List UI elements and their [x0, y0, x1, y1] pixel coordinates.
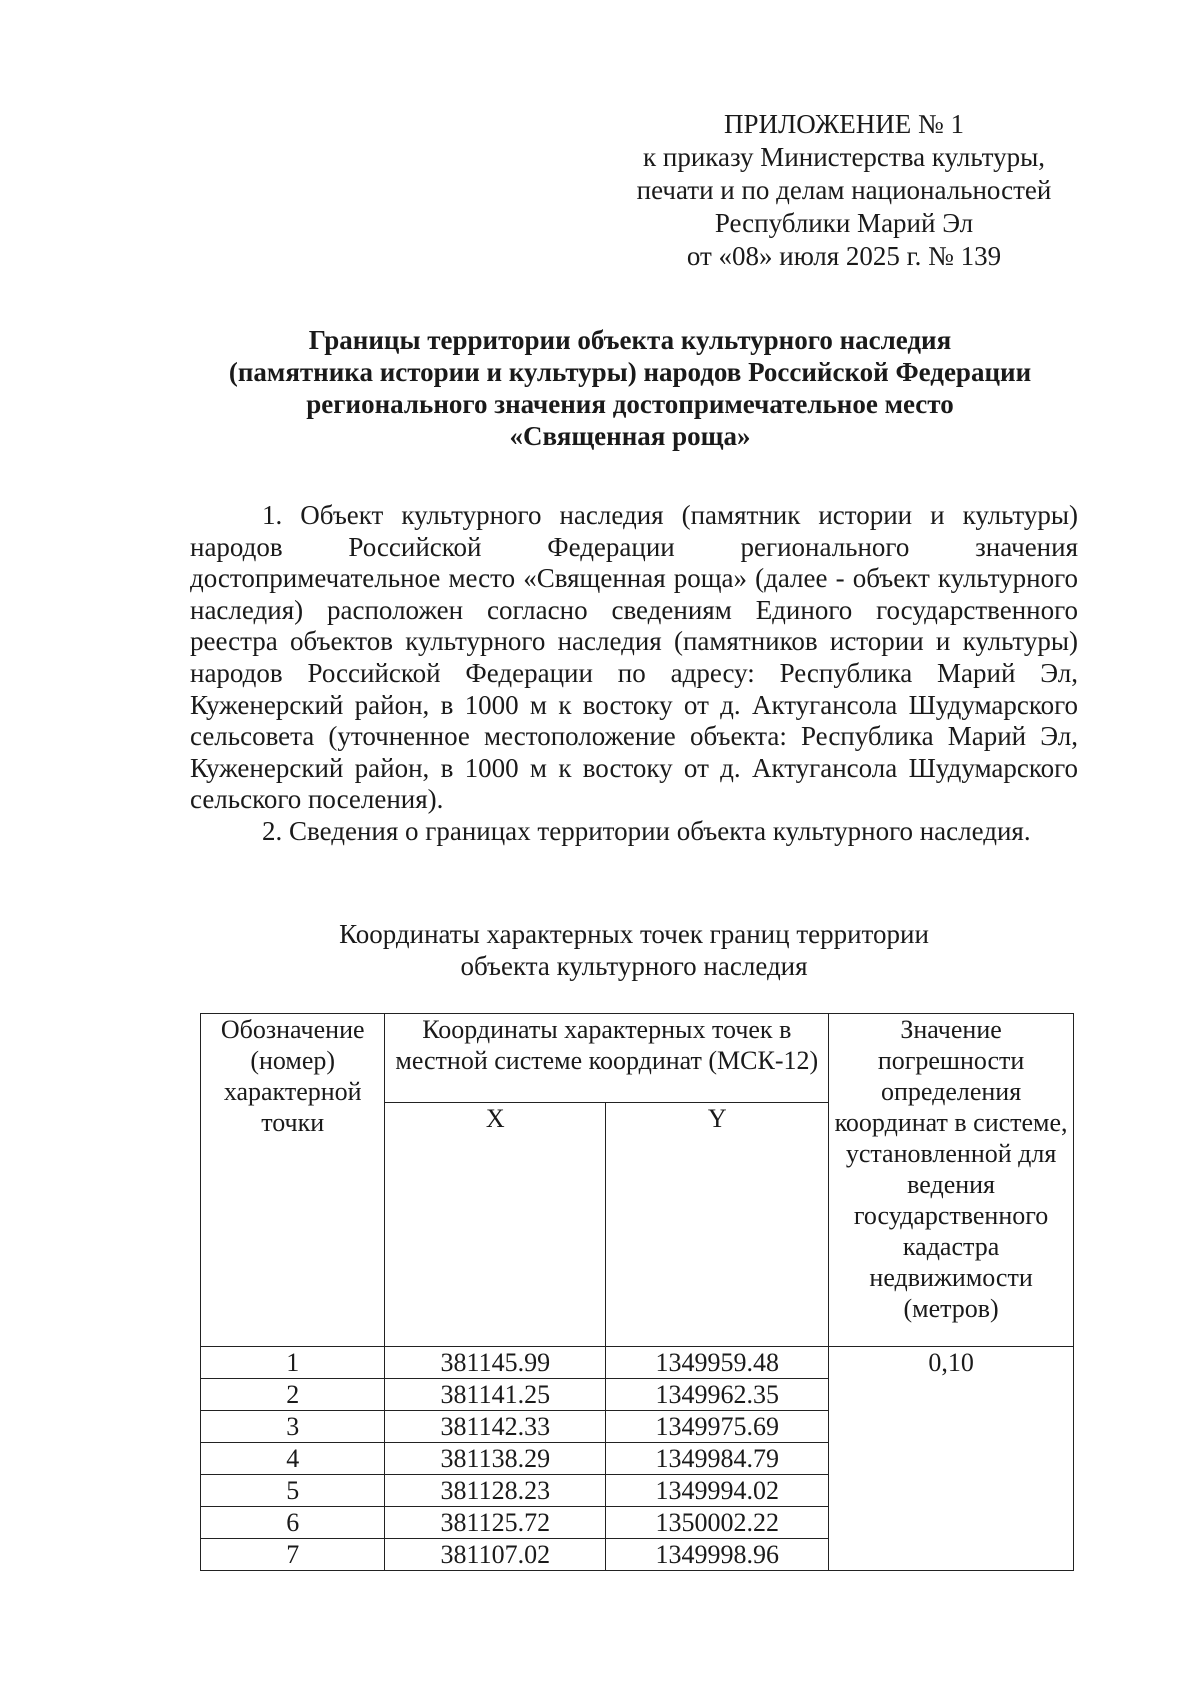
annex-number: ПРИЛОЖЕНИЕ № 1 — [723, 109, 965, 139]
header-y: Y — [606, 1103, 829, 1347]
error-value: 0,10 — [829, 1347, 1074, 1571]
title-line-4: «Священная роща» — [509, 421, 751, 451]
coord-x: 381145.99 — [385, 1347, 606, 1379]
table-caption-line-2: объекта культурного наследия — [460, 951, 808, 981]
coord-y: 1349994.02 — [606, 1475, 829, 1507]
table-row — [201, 1347, 1074, 1379]
coord-y: 1349984.79 — [606, 1443, 829, 1475]
title-line-2: (памятника истории и культуры) народов Российской Федерации — [228, 357, 1032, 387]
table-caption — [190, 918, 1078, 982]
coord-y: 1350002.22 — [606, 1507, 829, 1539]
coord-x: 381107.02 — [385, 1539, 606, 1571]
point-number: 3 — [201, 1411, 385, 1443]
header-coordinates: Координаты характерных точек в местной системе координат (МСК-12) — [385, 1014, 829, 1103]
header-x: X — [385, 1103, 606, 1347]
coordinates-table — [200, 1013, 1074, 1571]
annex-date-line: от «08» июля 2025 г. № 139 — [686, 241, 1002, 271]
coord-y: 1349959.48 — [606, 1347, 829, 1379]
point-number: 7 — [201, 1539, 385, 1571]
coord-x: 381141.25 — [385, 1379, 606, 1411]
point-number: 4 — [201, 1443, 385, 1475]
coord-x: 381142.33 — [385, 1411, 606, 1443]
coord-x: 381128.23 — [385, 1475, 606, 1507]
title-line-3: регионального значения достопримечательное место — [306, 389, 954, 419]
paragraph-1: 1. Объект культурного наследия (памятник истории и культуры) народов Российской Федерации регионального значения достопримечательное место «Священная роща» (далее - объект культурного наследия) расположен согласно сведениям Единого государственного реестра объектов культурного наследия (памятников истории и культуры) народов Российской Федерации по адресу: Республика Марий Эл, Куженерский район, в 1000 м к востоку от д. Актугансола Шудумарского сельсовета (уточненное местоположение объекта: Республика Марий Эл, Куженерский район, в 1000 м к востоку от д. Актугансола Шудумарского сельского поселения). — [190, 500, 1078, 815]
annex-republic-line: Республики Марий Эл — [714, 208, 974, 238]
point-number: 5 — [201, 1475, 385, 1507]
title-line-1: Границы территории объекта культурного наследия — [308, 325, 952, 355]
paragraph-2: 2. Сведения о границах территории объекта культурного наследия. — [262, 815, 1031, 846]
document-title — [180, 324, 1080, 452]
table-caption-line-1: Координаты характерных точек границ территории — [339, 919, 929, 949]
coord-y: 1349998.96 — [606, 1539, 829, 1571]
annex-order-line: к приказу Министерства культуры, — [643, 142, 1045, 172]
coord-x: 381125.72 — [385, 1507, 606, 1539]
coord-y: 1349962.35 — [606, 1379, 829, 1411]
header-error: Значение погрешности определения координат в системе, установленной для ведения государственного кадастра недвижимости (метров) — [829, 1014, 1074, 1347]
coord-x: 381138.29 — [385, 1443, 606, 1475]
point-number: 1 — [201, 1347, 385, 1379]
body-text — [190, 500, 1078, 848]
point-number: 2 — [201, 1379, 385, 1411]
annex-ministry-line: печати и по делам национальностей — [636, 175, 1052, 205]
coord-y: 1349975.69 — [606, 1411, 829, 1443]
header-point-number: Обозначение (номер) характерной точки — [201, 1014, 385, 1347]
annex-header — [584, 108, 1104, 273]
point-number: 6 — [201, 1507, 385, 1539]
